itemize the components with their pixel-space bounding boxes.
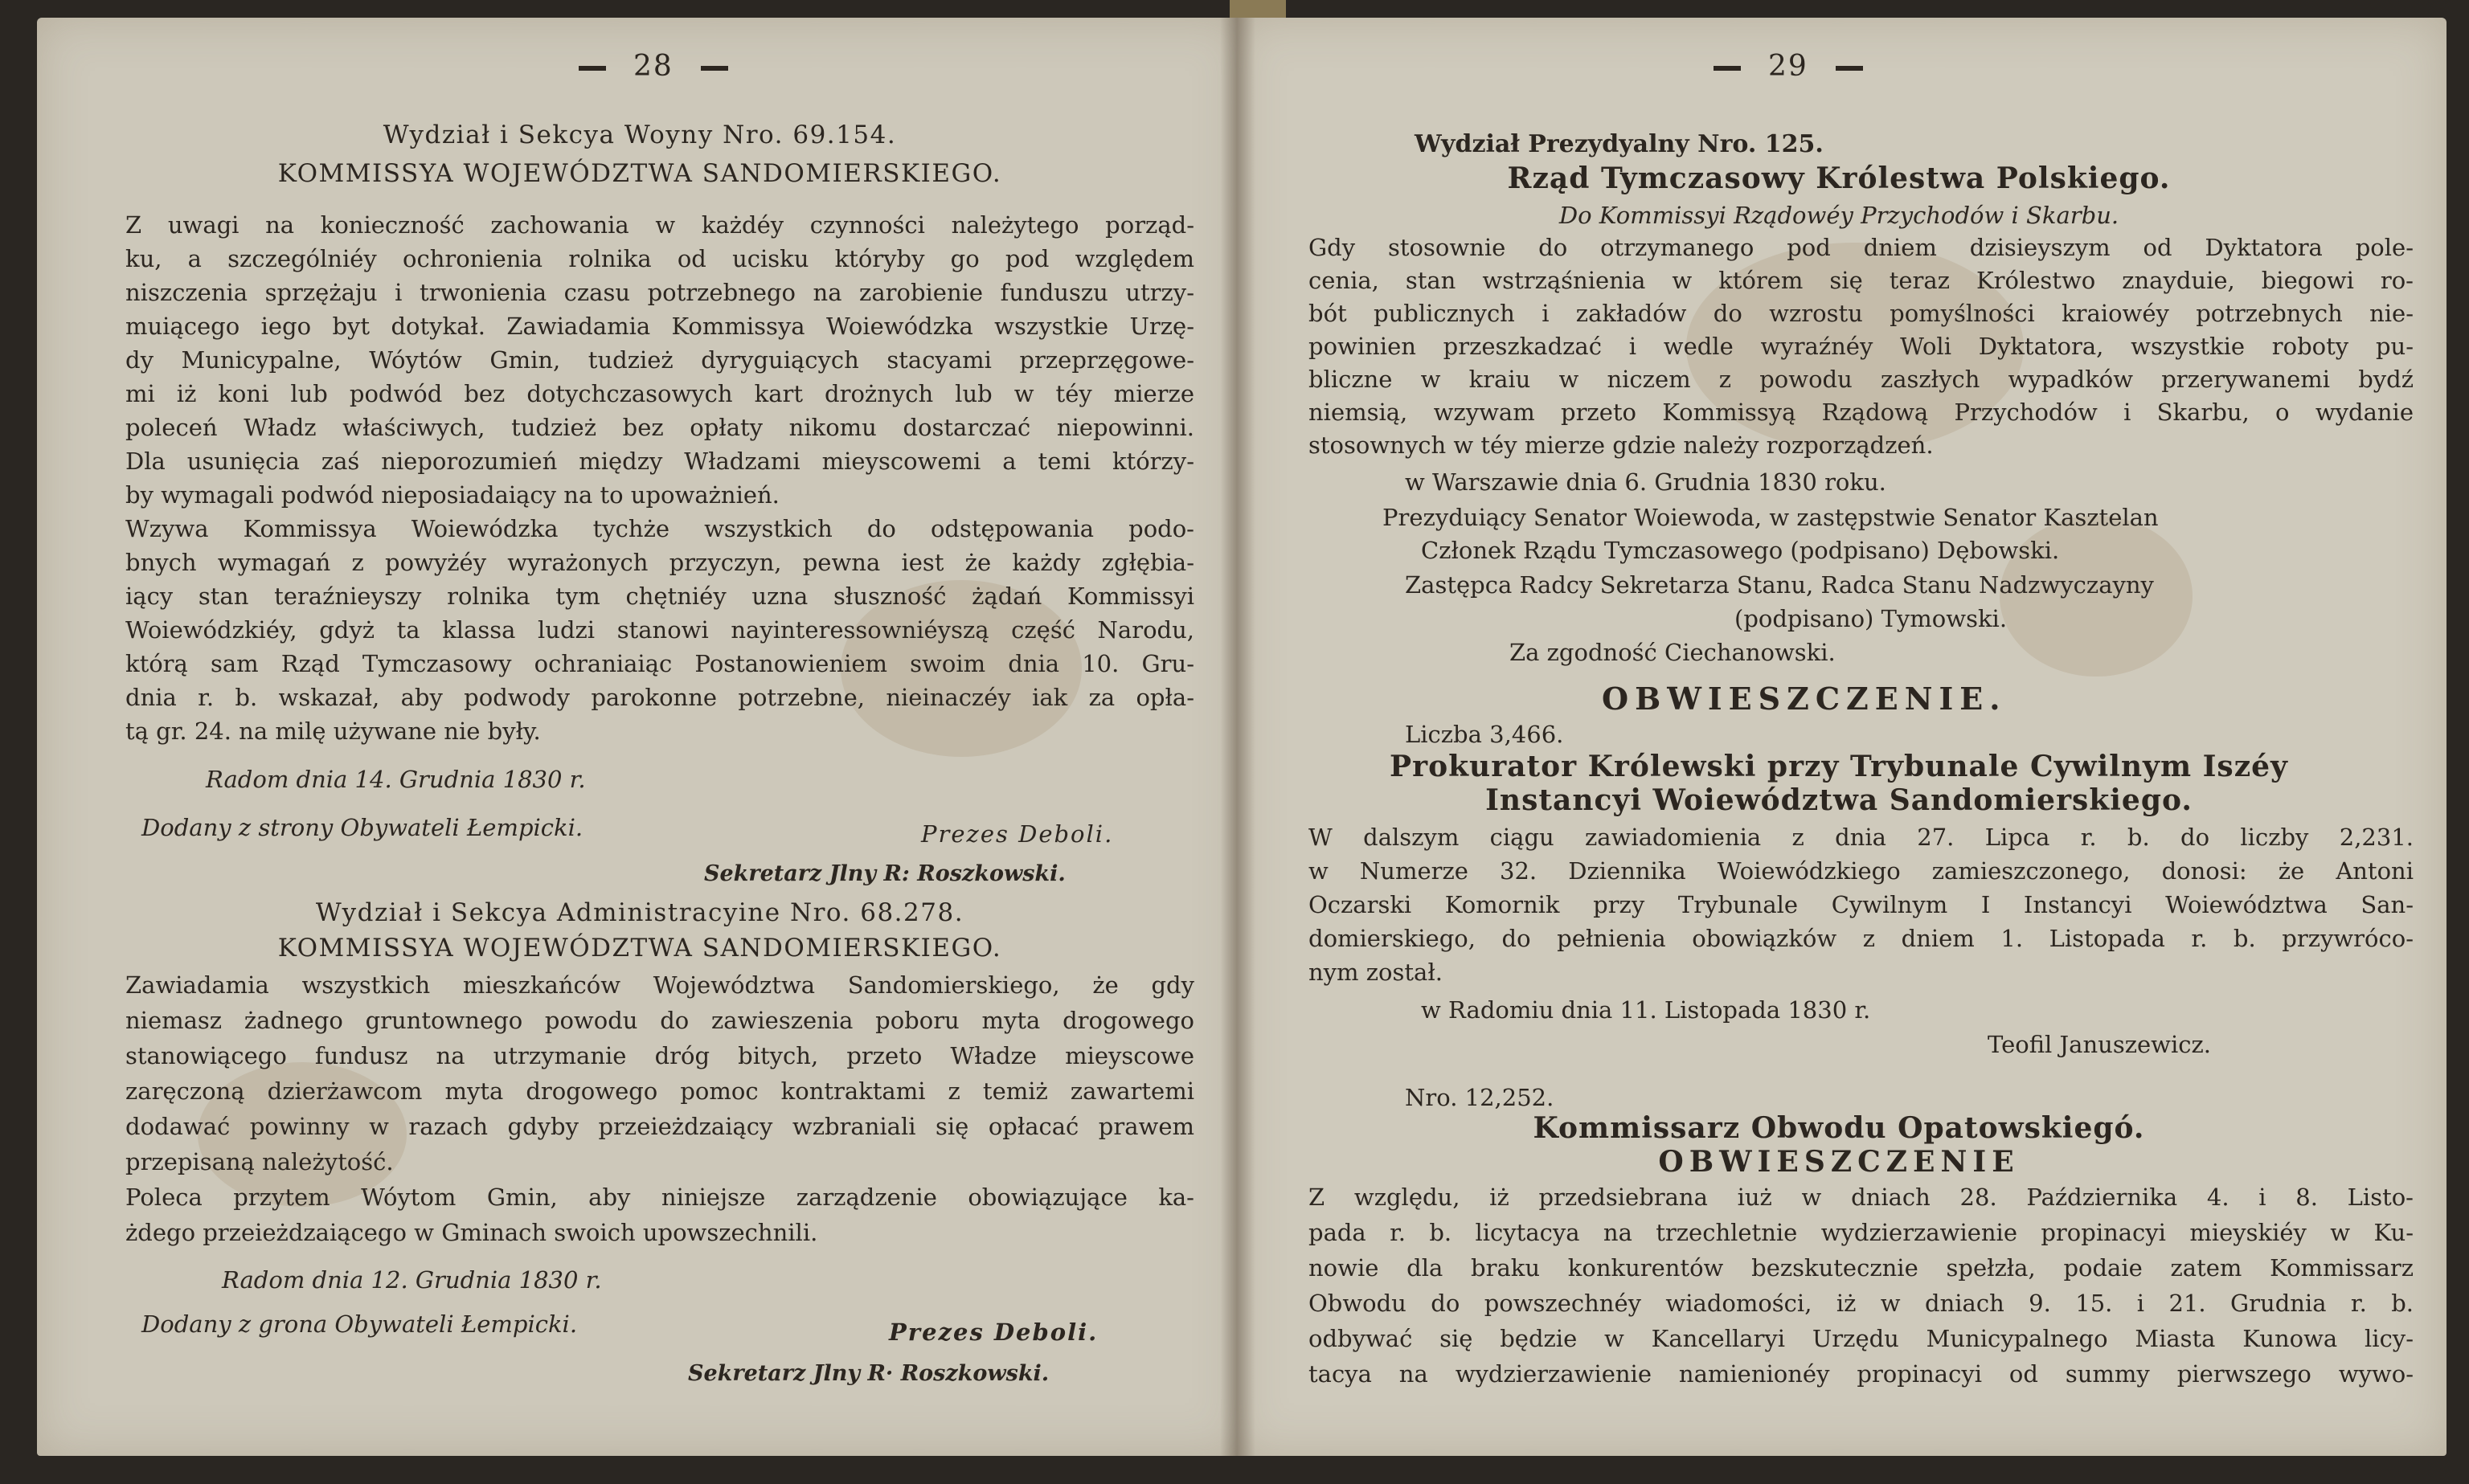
president-signature: Prezes Deboli. <box>921 820 1114 848</box>
secretary-signature: Sekretarz Jlny R· Roszkowski. <box>688 1361 1050 1386</box>
text-line: Wzywa Kommissya Woiewódzka tychże wszystkich do odstępowania podo- <box>125 515 1194 542</box>
text-line: dnia r. b. wskazał, aby podwody parokonne potrzebne, nieinaczéy iak za opła- <box>125 684 1194 711</box>
date-line: Radom dnia 12. Grudnia 1830 r. <box>222 1266 602 1294</box>
text-line: iący stan teraźnieyszy rolnika tym chętniéy uzna słuszność żądań Kommissyi <box>125 583 1194 610</box>
text-line: Dla usunięcia zaś nieporozumień między Władzami mieyscowemi a temi którzy- <box>125 448 1194 475</box>
text-line: niemsią, wzywam przeto Kommissyą Rządową Przychodów i Skarbu, o wydanie <box>1308 399 2414 426</box>
date-line: w Radomiu dnia 11. Listopada 1830 r. <box>1421 996 1871 1024</box>
text-line: żdego przeieżdzaiącego w Gminach swoich upowszechnili. <box>125 1219 818 1246</box>
text-line: nym został. <box>1308 959 1443 986</box>
text-line: Oczarski Komornik przy Trybunale Cywilnym I Instancyi Woiewództwa San- <box>1308 891 2414 918</box>
section-title: Prokurator Królewski przy Trybunale Cywilnym Iszéy <box>1390 750 2288 783</box>
left-page <box>37 18 1243 1456</box>
text-line: powinien przeszkadzać i wedle wyraźnéy Woli Dyktatora, wszystkie roboty pu- <box>1308 333 2414 360</box>
text-line: odbywać się będzie w Kancellaryi Urzędu Municypalnego Miasta Kunowa licy- <box>1308 1325 2414 1352</box>
page-number-right: 29 <box>1686 50 1890 83</box>
text-line: tacya na wydzierzawienie namienionéy propinacyi od summy pierwszego wywo- <box>1308 1360 2414 1388</box>
text-line: poleceń Władz właściwych, tudzież bez opłaty nikomu dostarczać niepowinni. <box>125 414 1194 441</box>
text-line: ku, a szczególniéy ochronienia rolnika od ucisku któryby go pod względem <box>125 245 1194 272</box>
announcement-title: OBWIESZCZENIE <box>1658 1145 2020 1179</box>
section-title: Kommissarz Obwodu Opatowskiegó. <box>1533 1111 2145 1145</box>
text-line: cenia, stan wstrząśnienia w którem się teraz Królestwo znayduie, biegowi ro- <box>1308 267 2414 294</box>
date-line: Radom dnia 14. Grudnia 1830 r. <box>206 766 586 793</box>
text-line: Woiewódzkiéy, gdyż ta klassa ludzi stanowi nayinteressowniéyszą część Narodu, <box>125 616 1194 644</box>
section-title: KOMMISSYA WOJEWÓDZTWA SANDOMIERSKIEGO. <box>277 159 1002 188</box>
book-gutter <box>1220 18 1255 1456</box>
section-subtitle: Do Kommissyi Rządowéy Przychodów i Skarbu. <box>1558 202 2119 229</box>
text-line: którą sam Rząd Tymczasowy ochraniaiąc Postanowieniem swoim dnia 10. Gru- <box>125 650 1194 677</box>
text-line: Gdy stosownie do otrzymanego pod dniem dzisieyszym od Dyktatora pole- <box>1308 234 2414 261</box>
text-line: mi iż koni lub podwód bez dotychczasowych kart drożnych lub w téy mierze <box>125 380 1194 407</box>
text-line: dodawać powinny w razach gdyby przeieżdzaiący wzbraniali się opłacać prawem <box>125 1113 1194 1140</box>
added-by: Dodany z grona Obywateli Łempicki. <box>141 1310 578 1338</box>
reference-number: Nro. 12,252. <box>1405 1084 1554 1111</box>
text-line: niemasz żadnego gruntownego powodu do zawieszenia poboru myta drogowego <box>125 1007 1194 1034</box>
text-line: bliczne w kraiu w niczem z powodu zaszłych wypadków przerywanemi bydź <box>1308 366 2414 393</box>
section-header: Wydział i Sekcya Woyny Nro. 69.154. <box>383 121 897 149</box>
president-signature: Prezes Deboli. <box>889 1318 1099 1346</box>
text-line: zaręczoną dzierżawcom myta drogowego pomoc kontraktami z temiż zawartemi <box>125 1077 1194 1105</box>
added-by: Dodany z strony Obywateli Łempicki. <box>141 814 583 841</box>
signature-line: (podpisano) Tymowski. <box>1734 605 2008 632</box>
text-line: Obwodu do powszechnéy wiadomości, iż w dniach 9. 15. i 21. Grudnia r. b. <box>1308 1290 2414 1317</box>
reference-number: Liczba 3,466. <box>1405 721 1564 748</box>
date-line: w Warszawie dnia 6. Grudnia 1830 roku. <box>1405 468 1886 496</box>
text-line: by wymagali podwód nieposiadaiący na to upoważnień. <box>125 481 780 509</box>
text-line: Poleca przytem Wóytom Gmin, aby niniejsze zarządzenie obowiązujące ka- <box>125 1184 1194 1211</box>
section-title: Rząd Tymczasowy Królestwa Polskiego. <box>1507 161 2171 195</box>
text-line: przepisaną należytość. <box>125 1148 394 1175</box>
text-line: Zawiadamia wszystkich mieszkańców Województwa Sandomierskiego, że gdy <box>125 971 1194 999</box>
text-line: stosownych w téy mierze gdzie należy rozporządzeń. <box>1308 431 1934 459</box>
text-line: muiącego iego byt dotykał. Zawiadamia Kommissya Woiewódzka wszystkie Urzę- <box>125 313 1194 340</box>
text-line: Z względu, iż przedsiebrana iuż w dniach 28. Października 4. i 8. Listo- <box>1308 1184 2414 1211</box>
announcement-title: OBWIESZCZENIE. <box>1602 681 2007 717</box>
spine-edge <box>1230 0 1286 19</box>
text-line: bnych wymagań z powyżéy wyrażonych przyczyn, pewna iest że każdy zgłębia- <box>125 549 1194 576</box>
signature-line: Prezyduiący Senator Woiewoda, w zastępstwie Senator Kasztelan <box>1382 504 2159 531</box>
text-line: w Numerze 32. Dziennika Woiewódzkiego zamieszczonego, donosi: że Antoni <box>1308 857 2414 885</box>
text-line: stanowiącego fundusz na utrzymanie dróg bitych, przeto Władze mieyscowe <box>125 1042 1194 1069</box>
signature-line: Członek Rządu Tymczasowego (podpisano) Dębowski. <box>1421 537 2060 564</box>
signature-line: Za zgodność Ciechanowski. <box>1509 639 1836 666</box>
signature-line: Teofil Januszewicz. <box>1988 1031 2211 1058</box>
section-header: Wydział i Sekcya Administracyine Nro. 68.278. <box>315 898 964 927</box>
text-line: pada r. b. licytacya na trzechletnie wydzierzawienie propinacyi mieyskiéy w Ku- <box>1308 1219 2414 1246</box>
text-line: bót publicznych i zakładów do wzrostu pomyślności kraiowéy potrzebnych nie- <box>1308 300 2414 327</box>
text-line: W dalszym ciągu zawiadomienia z dnia 27. Lipca r. b. do liczby 2,231. <box>1308 824 2414 851</box>
section-title: KOMMISSYA WOJEWÓDZTWA SANDOMIERSKIEGO. <box>277 934 1002 963</box>
signature-line: Zastępca Radcy Sekretarza Stanu, Radca Stanu Nadzwyczayny <box>1405 571 2154 599</box>
text-line: niszczenia sprzężaju i trwonienia czasu potrzebnego na zarobienie funduszu utrzy- <box>125 279 1194 306</box>
right-page <box>1236 18 2446 1456</box>
text-line: nowie dla braku konkurentów bezskutecznie spełzła, podaie zatem Kommissarz <box>1308 1254 2414 1282</box>
text-line: Z uwagi na konieczność zachowania w każdéy czynności należytego porząd- <box>125 211 1194 239</box>
section-title: Instancyi Woiewództwa Sandomierskiego. <box>1485 783 2193 817</box>
text-line: tą gr. 24. na milę używane nie były. <box>125 717 541 745</box>
text-line: domierskiego, do pełnienia obowiązków z dniem 1. Listopada r. b. przywróco- <box>1308 925 2414 952</box>
text-line: dy Municypalne, Wóytów Gmin, tudzież dyryguiących stacyami przeprzęgowe- <box>125 346 1194 374</box>
section-header: Wydział Prezydyalny Nro. 125. <box>1415 130 1824 158</box>
page-number-left: 28 <box>551 50 755 83</box>
secretary-signature: Sekretarz Jlny R: Roszkowski. <box>704 861 1066 886</box>
